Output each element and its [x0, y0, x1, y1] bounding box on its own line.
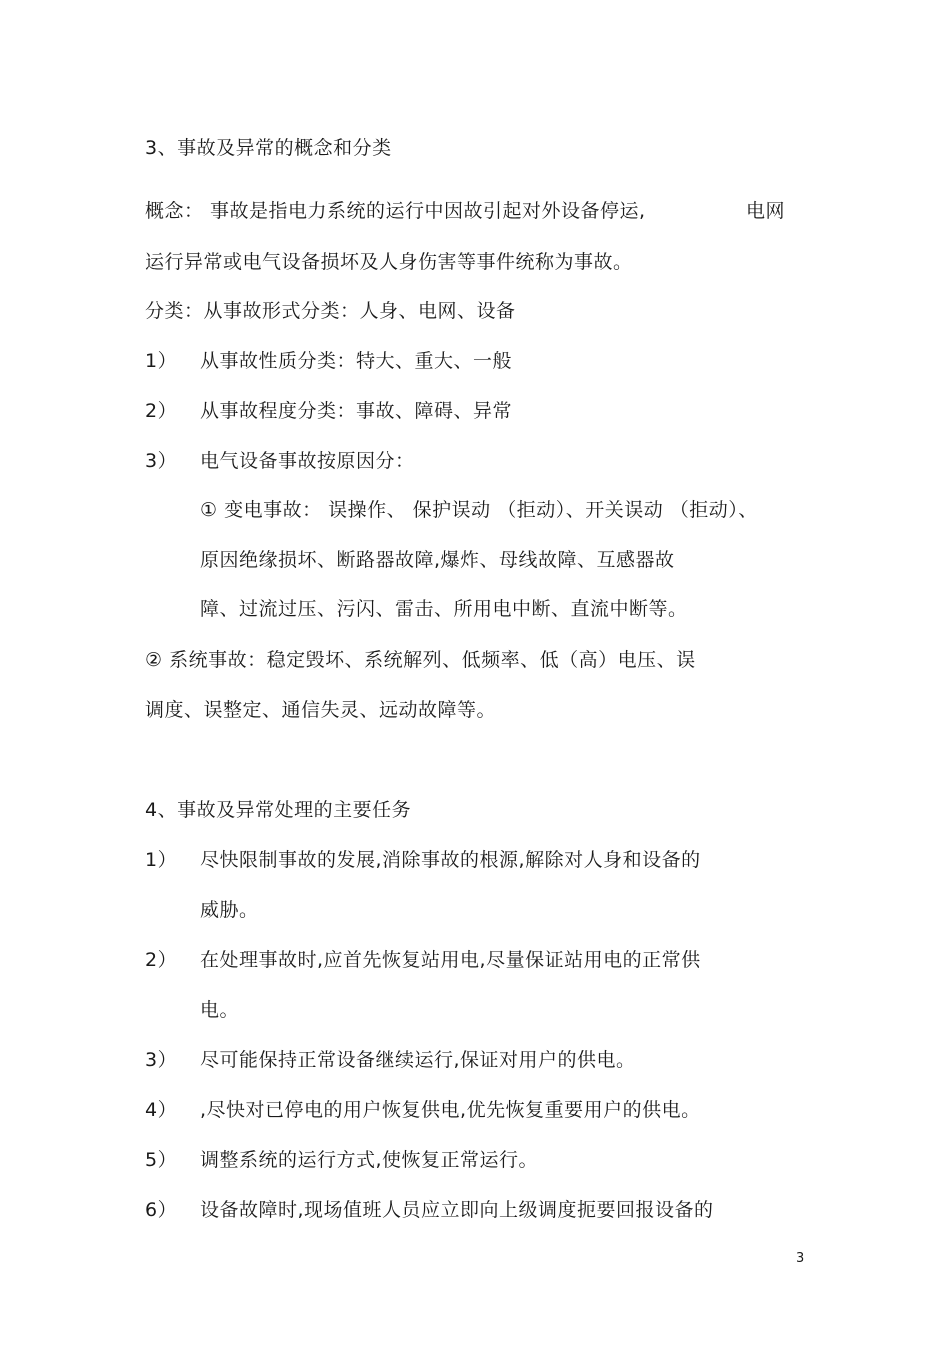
- list-text-continuation: 威胁。: [200, 899, 259, 921]
- list-text: 调整系统的运行方式,使恢复正常运行。: [200, 1149, 539, 1171]
- list-number: 6）: [145, 1199, 178, 1221]
- list-number: 4）: [145, 1099, 178, 1121]
- list-text: 尽可能保持正常设备继续运行,保证对用户的供电。: [200, 1049, 636, 1071]
- list-number: 1）: [145, 350, 178, 372]
- list-text: 电气设备事故按原因分：: [200, 450, 415, 472]
- substation-fault-line-2: 原因绝缘损坏、断路器故障,爆炸、母线故障、互感器故: [200, 549, 675, 571]
- list-number: 2）: [145, 949, 178, 971]
- list-number: 3）: [145, 450, 178, 472]
- list-number: 3）: [145, 1049, 178, 1071]
- list-text: ,尽快对已停电的用户恢复供电,优先恢复重要用户的供电。: [200, 1099, 701, 1121]
- list-text: 从事故程度分类：事故、障碍、异常: [200, 400, 513, 422]
- concept-line-2: 运行异常或电气设备损坏及人身伤害等事件统称为事故。: [145, 251, 633, 273]
- list-text: 设备故障时,现场值班人员应立即向上级调度扼要回报设备的: [200, 1199, 714, 1221]
- list-text: 在处理事故时,应首先恢复站用电,尽量保证站用电的正常供: [200, 949, 701, 971]
- system-fault-line-1: ② 系统事故：稳定毁坏、系统解列、低频率、低（高）电压、误: [145, 649, 696, 671]
- system-fault-line-2: 调度、误整定、通信失灵、远动故障等。: [145, 699, 497, 721]
- section4-heading: 4、事故及异常处理的主要任务: [145, 799, 412, 821]
- concept-line-1: [145, 198, 646, 224]
- concept-text-a: 概念： 事故是指电力系统的运行中因故引起对外设备停运,: [145, 200, 646, 222]
- list-text: 从事故性质分类：特大、重大、一般: [200, 350, 513, 372]
- list-number: 1）: [145, 849, 178, 871]
- page-number: 3: [796, 1251, 805, 1266]
- list-text-continuation: 电。: [200, 999, 240, 1021]
- classify-line: 分类：从事故形式分类：人身、电网、设备: [145, 300, 516, 322]
- concept-text-b: 电网: [746, 200, 786, 222]
- list-number: 5）: [145, 1149, 178, 1171]
- substation-fault-line-3: 障、过流过压、污闪、雷击、所用电中断、直流中断等。: [200, 598, 688, 620]
- section3-heading: 3、事故及异常的概念和分类: [145, 137, 392, 159]
- list-number: 2）: [145, 400, 178, 422]
- substation-fault-line-1: ① 变电事故： 误操作、 保护误动 （拒动）、开关误动 （拒动）、: [200, 499, 758, 521]
- list-text: 尽快限制事故的发展,消除事故的根源,解除对人身和设备的: [200, 849, 701, 871]
